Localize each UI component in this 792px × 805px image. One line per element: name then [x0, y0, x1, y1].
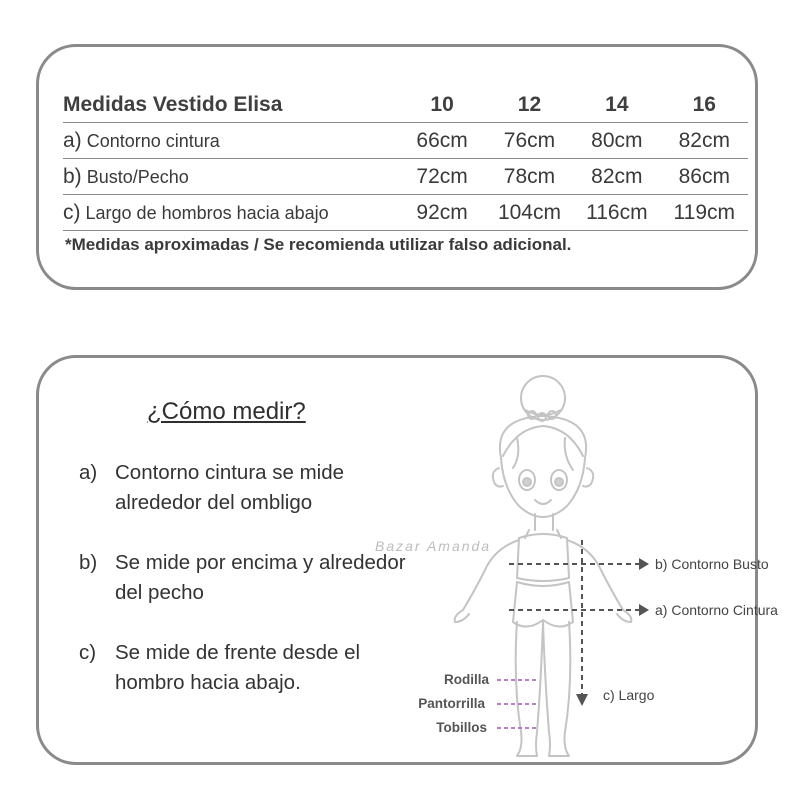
- table-cell: 82cm: [573, 159, 660, 195]
- row-label-text: Largo de hombros hacia abajo: [85, 202, 329, 223]
- list-item: [79, 458, 419, 518]
- steps-list: [79, 458, 419, 728]
- table-cell: 72cm: [398, 159, 485, 195]
- step-letter: c): [79, 641, 97, 664]
- label-length: c) Largo: [603, 687, 655, 703]
- approx-note: *Medidas aproximadas / Se recomienda utilizar falso adicional.: [65, 235, 572, 254]
- label-knee: Rodilla: [443, 672, 489, 687]
- table-row: [63, 195, 748, 231]
- list-item: [79, 638, 419, 698]
- label-bust: b) Contorno Busto: [655, 556, 769, 572]
- label-waist: a) Contorno Cintura: [655, 602, 778, 618]
- label-calf: Pantorrilla: [418, 696, 485, 711]
- size-header-10: 10: [398, 87, 485, 123]
- step-letter: a): [79, 461, 98, 484]
- step-letter: b): [79, 551, 98, 574]
- step-text: Se mide por encima y alrededor del pecho: [115, 551, 406, 604]
- size-header-12: 12: [486, 87, 573, 123]
- table-cell: 78cm: [486, 159, 573, 195]
- row-label-text: Busto/Pecho: [86, 166, 189, 187]
- row-letter: a): [63, 128, 82, 152]
- table-cell: 80cm: [573, 123, 660, 159]
- table-cell: 104cm: [486, 195, 573, 231]
- label-ankle: Tobillos: [436, 720, 487, 735]
- step-text: Contorno cintura se mide alrededor del ombligo: [115, 461, 345, 514]
- size-header-14: 14: [573, 87, 660, 123]
- size-table-header: [63, 87, 748, 123]
- row-label-text: Contorno cintura: [86, 130, 220, 151]
- row-letter: c): [63, 200, 81, 224]
- row-letter: b): [63, 164, 82, 188]
- size-header-16: 16: [661, 87, 748, 123]
- table-cell: 82cm: [661, 123, 748, 159]
- table-title: Medidas Vestido Elisa: [63, 87, 398, 123]
- measurement-figure: [369, 368, 778, 763]
- table-cell: 76cm: [486, 123, 573, 159]
- table-cell: 116cm: [573, 195, 660, 231]
- how-to-title: ¿Cómo medir?: [147, 398, 306, 425]
- step-text: Se mide de frente desde el hombro hacia abajo.: [115, 641, 361, 694]
- row-label: [63, 159, 398, 195]
- table-cell: 66cm: [398, 123, 485, 159]
- size-table: [63, 87, 748, 231]
- bust-arrow-icon: [639, 558, 649, 570]
- row-label: [63, 195, 398, 231]
- size-table-card: [36, 44, 758, 290]
- table-cell: 92cm: [398, 195, 485, 231]
- how-to-measure-card: [36, 355, 778, 765]
- watermark-text: Bazar Amanda: [375, 538, 492, 554]
- table-row: [63, 159, 748, 195]
- row-label: [63, 123, 398, 159]
- table-row: [63, 123, 748, 159]
- waist-arrow-icon: [639, 604, 649, 616]
- table-cell: 119cm: [661, 195, 748, 231]
- table-cell: 86cm: [661, 159, 748, 195]
- list-item: [79, 548, 419, 608]
- length-arrow-icon: [576, 694, 588, 706]
